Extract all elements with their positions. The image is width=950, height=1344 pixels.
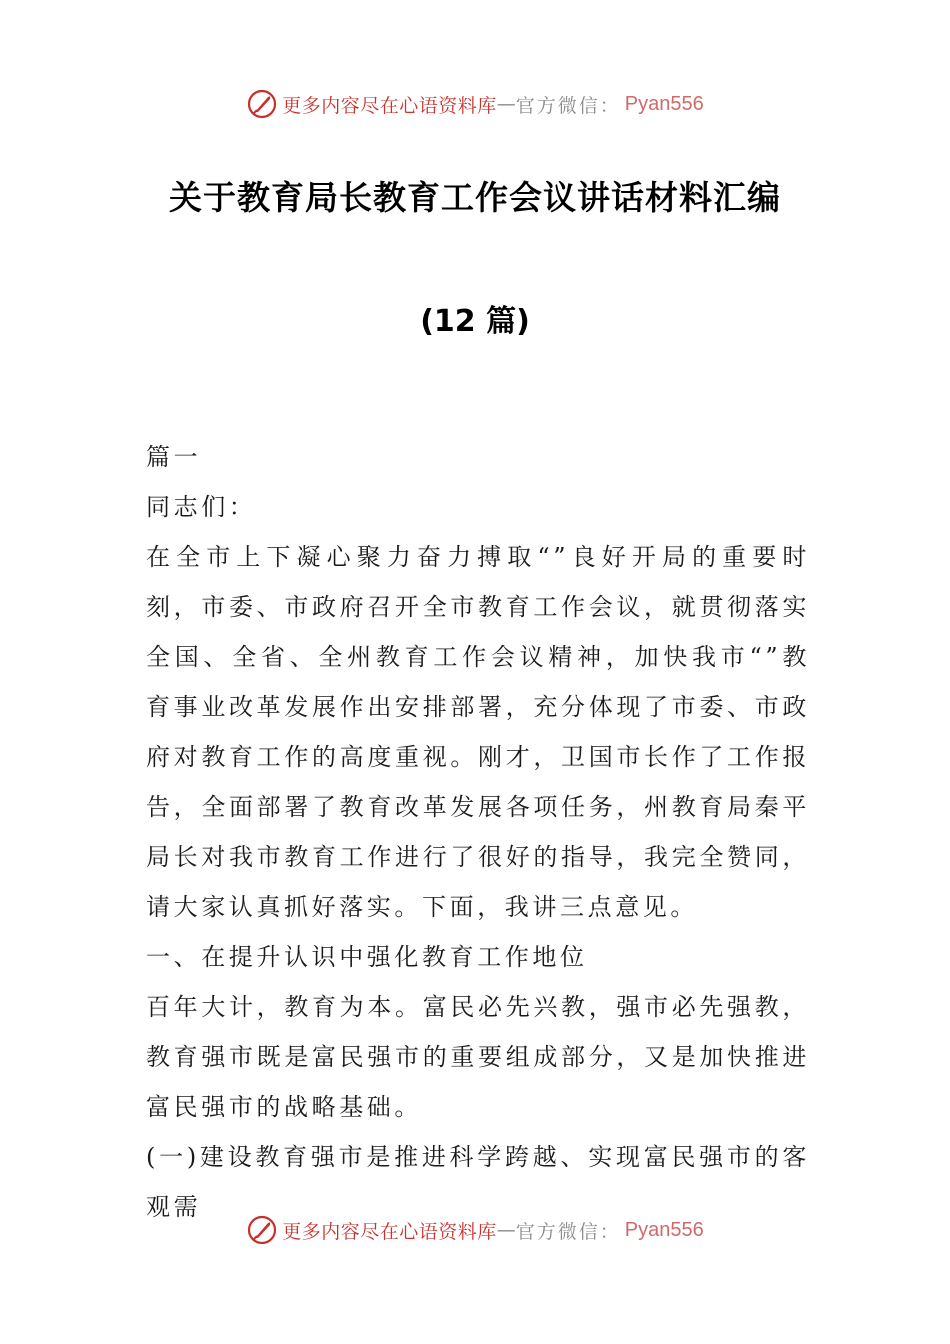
salutation: 同志们：	[146, 493, 257, 521]
paragraph: (一)建设教育强市是推进科学跨越、实现富民强市的客观需	[146, 1143, 810, 1221]
footer-watermark-banner	[0, 1210, 950, 1250]
banner-separator: —	[496, 1219, 516, 1241]
document-body	[146, 432, 810, 1232]
banner-wechat-id: Pyan556	[624, 92, 704, 115]
paragraph: 百年大计，教育为本。富民必先兴教，强市必先强教，教育强市既是富民强市的重要组成部分，又是加快推进富民强市的战略基础。	[146, 993, 810, 1121]
banner-slogan: 更多内容尽在心语资料库	[282, 1220, 497, 1243]
section-heading: 篇一	[146, 443, 202, 471]
subsection-heading: 一、在提升认识中强化教育工作地位	[146, 943, 588, 971]
paragraph: 在全市上下凝心聚力奋力搏取“”良好开局的重要时刻，市委、市政府召开全市教育工作会议，就贯彻落实全国、全省、全州教育工作会议精神，加快我市“”教育事业改革发展作出安排部署，充分体现了市委、市政府对教育工作的高度重视。刚才，卫国市长作了工作报告，全面部署了教育改革发展各项任务，州教育局秦平局长对我市教育工作进行了很好的指导，我完全赞同，请大家认真抓好落实。下面，我讲三点意见。	[146, 543, 810, 921]
quill-pen-logo-icon	[246, 1214, 278, 1246]
document-title: 关于教育局长教育工作会议讲话材料汇编	[169, 178, 781, 217]
banner-wechat-label: 官方微信：	[515, 94, 621, 117]
banner-wechat-label: 官方微信：	[515, 1220, 621, 1243]
banner-slogan: 更多内容尽在心语资料库	[282, 94, 497, 117]
banner-separator: —	[496, 93, 516, 115]
quill-pen-logo-icon	[246, 88, 278, 120]
document-subtitle: (12 篇)	[420, 304, 530, 339]
banner-wechat-id: Pyan556	[624, 1218, 704, 1241]
header-watermark-banner	[0, 84, 950, 124]
